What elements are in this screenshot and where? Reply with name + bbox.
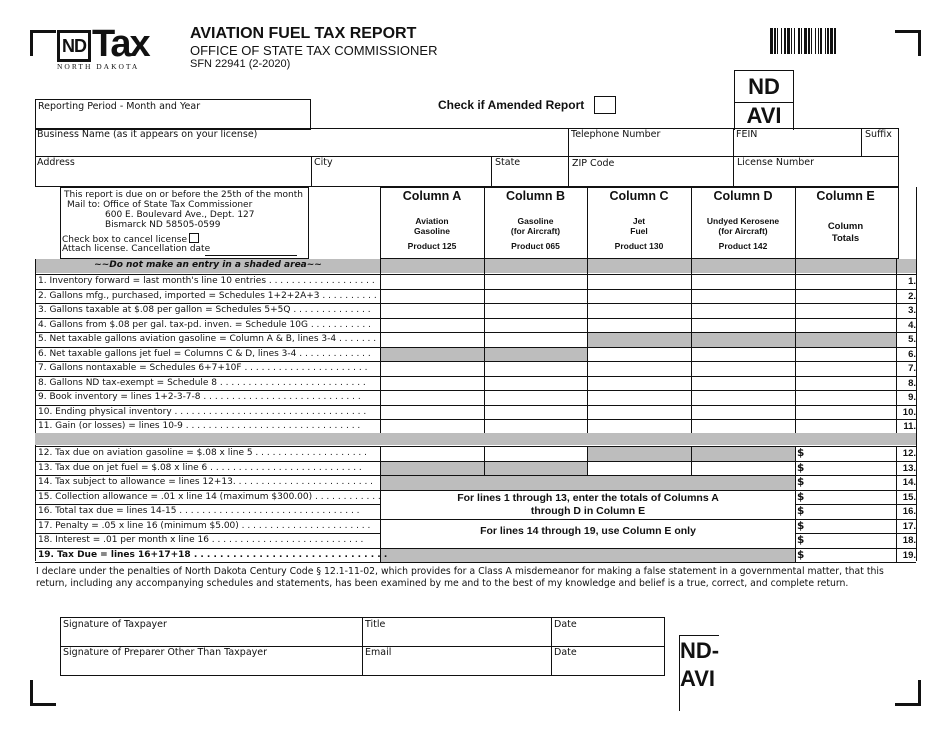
line-1-column-e-field[interactable] [796,275,896,289]
email-label: Email [365,647,392,658]
line-5-column-a-field[interactable] [381,333,484,347]
line-12-number: 12. [902,448,916,459]
column-c-head: Column C [609,189,669,203]
line-7-label: 7. Gallons nontaxable = Schedules 6+7+10F . . . . . . . . . . . . . . . . . . . . . . [38,363,368,373]
line-1-column-d-field[interactable] [692,275,795,289]
business-name-field[interactable] [36,129,568,156]
line-9-column-a-field[interactable] [381,391,484,405]
line-18-column-e-field[interactable] [796,534,896,548]
line-2-number: 2. [908,290,916,302]
shaded-cell [588,447,691,461]
line-16-column-e-field[interactable] [796,505,896,519]
line-1-column-b-field[interactable] [485,275,587,289]
mail-address-line: 600 E. Boulevard Ave., Dept. 127 [105,210,255,220]
shaded-cell [692,447,795,461]
line-7-column-d-field[interactable] [692,362,795,376]
corner-mark-top-left [30,30,56,56]
line-5-column-e-field [796,333,896,347]
mail-to-line: Mail to: Office of State Tax Commissioner [67,200,253,210]
line-5-label: 5. Net taxable gallons aviation gasoline = Column A & B, lines 3-4 . . . . . . . [38,334,377,344]
dollar-sign: $ [797,519,805,532]
dollar-sign: $ [797,548,805,561]
license-number-label: License Number [737,157,814,168]
column-b-sub2: (for Aircraft) [510,226,561,236]
grid-line [587,259,588,434]
line-5-number: 5. [908,334,916,345]
line-12-label: 12. Tax due on aviation gasoline = $.08 x line 5 . . . . . . . . . . . . . . . . . . . . [38,448,368,458]
line-10-column-e-field[interactable] [796,406,896,420]
zip-field[interactable] [569,157,733,186]
suffix-label: Suffix [865,129,892,140]
column-d-sub2: (for Aircraft) [718,226,768,236]
instruction-line-2: through D in Column E [530,505,646,517]
fein-field[interactable] [734,129,860,156]
shaded-cell [381,462,484,476]
line-19-label: 19. Tax Due = lines 16+17+18 . . . . . . . . . . . . . . . . . . . . . . . . . . . . . . [38,549,388,560]
cancellation-date-field[interactable] [205,255,297,256]
line-2-column-a-field[interactable] [381,290,484,304]
line-4-column-d-field[interactable] [692,319,795,333]
column-d-sub1: Undyed Kerosene [706,216,780,226]
column-a-head: Column A [402,189,462,203]
form-number: SFN 22941 (2-2020) [190,58,291,70]
line-9-column-e-field[interactable] [796,391,896,405]
column-d-head: Column D [713,189,773,203]
line-7-column-c-field[interactable] [588,362,691,376]
line-14-number: 14. [902,477,916,488]
form-code-bottom-line1: ND- [680,638,720,663]
line-2-column-d-field[interactable] [692,290,795,304]
line-11-column-c-field[interactable] [588,420,691,434]
line-7-number: 7. [908,363,916,374]
line-18-number: 18. [902,535,916,546]
line-17-column-e-field[interactable] [796,520,896,534]
state-field[interactable] [492,157,568,186]
column-b-sub1: Gasoline [517,216,554,226]
taxpayer-signature-label: Signature of Taxpayer [63,619,167,630]
line-8-label: 8. Gallons ND tax-exempt = Schedule 8 . . . . . . . . . . . . . . . . . . . . . . . . . . [38,377,366,388]
line-9-label: 9. Book inventory = lines 1+2-3-7-8 . . . . . . . . . . . . . . . . . . . . . . . . . . . . [38,392,361,402]
line-1-column-a-field[interactable] [381,275,484,289]
city-label: City [314,157,333,168]
cancel-license-checkbox[interactable] [189,233,199,243]
line-17-number: 17. [902,520,916,532]
suffix-field[interactable] [862,129,898,156]
line-5-column-b-field[interactable] [485,333,587,347]
telephone-label: Telephone Number [571,129,661,140]
form-code-line2: AVI [746,103,782,128]
logo-tax-text: Tax [92,23,149,65]
line-7-column-a-field[interactable] [381,362,484,376]
line-5-column-c-field [588,333,691,347]
dollar-sign: $ [797,490,805,503]
line-13-label: 13. Tax due on jet fuel = $.08 x line 6 . . . . . . . . . . . . . . . . . . . . . . . . . . . [38,462,362,473]
line-2-label: 2. Gallons mfg., purchased, imported = Schedules 1+2+2A+3 . . . . . . . . . . [38,290,377,301]
line-9-number: 9. [908,392,916,403]
address-field[interactable] [36,157,310,186]
column-e-sub2: Totals [831,233,860,244]
column-c-sub1: Jet [632,216,646,226]
line-4-column-c-field[interactable] [588,319,691,333]
line-8-column-b-field[interactable] [485,377,587,391]
line-7-column-e-field[interactable] [796,362,896,376]
line-13-column-e-field[interactable] [796,462,896,476]
column-a-sub2: Gasoline [414,226,450,236]
shaded-cell [381,476,795,490]
line-6-number: 6. [908,348,916,360]
cancel-license-label: Check box to cancel license [62,235,188,245]
telephone-field[interactable] [569,129,733,156]
line-19-number: 19. [902,549,916,561]
line-3-number: 3. [908,305,916,316]
due-date-note: This report is due on or before the 25th of the month [64,190,303,200]
line-1-number: 1. [908,276,916,287]
preparer-signature-field[interactable] [61,647,361,675]
line-3-column-d-field[interactable] [692,304,795,318]
line-4-column-b-field[interactable] [485,319,587,333]
title-label: Title [365,619,386,630]
line-6-column-a-field [381,348,484,362]
line-8-column-c-field[interactable] [588,377,691,391]
dollar-sign: $ [797,476,805,488]
line-3-column-e-field[interactable] [796,304,896,318]
shaded-band [35,433,916,445]
column-b-product: Product 065 [511,241,560,251]
form-code-bottom [680,637,719,693]
corner-mark-bottom-right [895,680,921,706]
office-name: OFFICE OF STATE TAX COMMISSIONER [190,43,438,58]
line-10-column-b-field[interactable] [485,406,587,420]
line-8-column-e-field[interactable] [796,377,896,391]
line-5-column-d-field [692,333,795,347]
column-c-product: Product 130 [614,241,664,251]
city-field[interactable] [312,157,490,186]
fein-label: FEIN [736,129,758,140]
line-10-number: 10. [902,406,916,418]
column-c-sub2: Fuel [630,226,648,236]
business-name-label: Business Name (as it appears on your license) [37,129,258,140]
line-1-label: 1. Inventory forward = last month's line 10 entries . . . . . . . . . . . . . . . . . . . [38,276,375,286]
line-3-column-a-field[interactable] [381,304,484,318]
amended-report-checkbox[interactable] [594,96,616,114]
taxpayer-date-field[interactable] [552,618,664,645]
corner-mark-top-right [895,30,921,56]
line-4-number: 4. [908,319,916,331]
line-10-label: 10. Ending physical inventory . . . . . . . . . . . . . . . . . . . . . . . . . . . . . . . . . . [38,406,367,417]
column-e-sub1: Column [827,221,864,232]
line-11-column-b-field[interactable] [485,420,587,434]
line-7-column-b-field[interactable] [485,362,587,376]
line-6-label: 6. Net taxable gallons jet fuel = Columns C & D, lines 3-4 . . . . . . . . . . . . . [38,348,371,359]
line-4-column-e-field[interactable] [796,319,896,333]
line-2-column-c-field[interactable] [588,290,691,304]
dollar-sign: $ [797,505,805,517]
line-10-column-a-field[interactable] [381,406,484,420]
line-9-column-b-field[interactable] [485,391,587,405]
column-b-head: Column B [505,189,566,203]
line-3-column-b-field[interactable] [485,304,587,318]
preparer-signature-label: Signature of Preparer Other Than Taxpayer [63,647,268,658]
line-8-column-d-field[interactable] [692,377,795,391]
line-6-column-c-field[interactable] [588,348,691,362]
instruction-columns-a-d [380,492,796,518]
line-2-column-e-field[interactable] [796,290,896,304]
grid-line [35,259,36,561]
grid-line [795,259,796,434]
grid-line [916,187,917,561]
line-2-column-b-field[interactable] [485,290,587,304]
line-15-column-e-field[interactable] [796,491,896,505]
form-code-line1: ND [748,74,780,99]
grid-line [380,259,381,434]
dollar-sign: $ [797,534,805,546]
column-a-sub1: Aviation [415,216,449,226]
barcode-icon [770,28,880,54]
form-title: AVIATION FUEL TAX REPORT [190,25,417,42]
dollar-sign: $ [797,461,805,474]
line-14-label: 14. Tax subject to allowance = lines 12+13. . . . . . . . . . . . . . . . . . . . . . . . . [38,477,374,487]
taxpayer-signature-field[interactable] [61,618,361,645]
state-label: State [495,157,521,168]
line-16-label: 16. Total tax due = lines 14-15 . . . . . . . . . . . . . . . . . . . . . . . . . . . . . . . . [38,506,360,516]
address-label: Address [37,157,75,168]
line-15-number: 15. [902,491,916,503]
logo-state-name: NORTH DAKOTA [57,62,140,71]
line-4-column-a-field[interactable] [381,319,484,333]
column-e-head: Column E [816,189,875,203]
cancellation-date-label: Attach license. Cancellation date [62,244,211,254]
line-14-column-e-field[interactable] [796,476,896,490]
email-field[interactable] [363,647,550,675]
line-6-column-d-field[interactable] [692,348,795,362]
line-8-column-a-field[interactable] [381,377,484,391]
line-6-column-b-field [485,348,587,362]
line-3-column-c-field[interactable] [588,304,691,318]
shaded-cell [485,462,587,476]
line-16-number: 16. [902,506,916,517]
grid-line [691,259,692,434]
line-17-label: 17. Penalty = .05 x line 16 (minimum $5.00) . . . . . . . . . . . . . . . . . . . . . . . [38,520,371,531]
line-9-column-c-field[interactable] [588,391,691,405]
column-d-product: Product 142 [718,241,768,251]
zip-label: ZIP Code [572,158,615,169]
dollar-sign: $ [797,447,805,459]
shaded-cell [381,549,795,563]
logo-nd-mark: ND [57,30,91,62]
preparer-date-label: Date [554,647,577,658]
declaration-text: I declare under the penalties of North Dakota Century Code § 12.1-11-02, which provides for a Class A misdemeanor for making a false statement in a governmental matter, that this return, including any accompanying schedules and statements, has been examined by me and to the best of my knowledge and belief is a true, correct, and complete return. [36,566,884,589]
grid-line [484,259,485,434]
reporting-period-label: Reporting Period - Month and Year [38,101,201,112]
grid-line [35,562,916,563]
title-field[interactable] [363,618,550,645]
preparer-date-field[interactable] [552,647,664,675]
line-1-column-c-field[interactable] [588,275,691,289]
line-6-column-e-field[interactable] [796,348,896,362]
reporting-period-field[interactable] [35,99,311,130]
line-18-label: 18. Interest = .01 per month x line 16 . . . . . . . . . . . . . . . . . . . . . . . . . . . [38,535,364,545]
line-11-label: 11. Gain (or losses) = lines 10-9 . . . . . . . . . . . . . . . . . . . . . . . . . . . . . . . [38,421,361,431]
line-11-column-d-field[interactable] [692,420,795,434]
line-11-column-a-field[interactable] [381,420,484,434]
instruction-line-1: For lines 1 through 13, enter the totals of Columns A [457,492,719,504]
amended-report-label: Check if Amended Report [438,98,585,112]
line-15-label: 15. Collection allowance = .01 x line 14 (maximum $300.00) . . . . . . . . . . . . [38,491,381,502]
instruction-column-e: For lines 14 through 19, use Column E only [480,525,696,537]
line-10-column-d-field[interactable] [692,406,795,420]
column-a-product: Product 125 [407,241,457,251]
mail-city-line: Bismarck ND 58505-0599 [105,220,221,230]
taxpayer-date-label: Date [554,619,577,630]
line-19-column-e-field[interactable] [796,549,896,563]
line-12-column-e-field[interactable] [796,447,896,461]
license-number-field[interactable] [734,157,898,186]
line-11-number: 11. [903,421,916,432]
line-10-column-c-field[interactable] [588,406,691,420]
grid-line [380,519,795,520]
line-4-label: 4. Gallons from $.08 per gal. tax-pd. inven. = Schedule 10G . . . . . . . . . . . [38,319,371,330]
form-code-box [734,70,794,130]
corner-mark-bottom-left [30,680,56,706]
form-code-bottom-line2: AVI [680,666,716,691]
line-9-column-d-field[interactable] [692,391,795,405]
line-13-number: 13. [902,462,916,474]
line-8-number: 8. [908,377,916,389]
line-11-column-e-field[interactable] [796,420,896,434]
shaded-area-note: ~~Do not make an entry in a shaded area~~ [94,260,322,270]
line-3-label: 3. Gallons taxable at $.08 per gallon = Schedules 5+5Q . . . . . . . . . . . . . . [38,305,371,315]
